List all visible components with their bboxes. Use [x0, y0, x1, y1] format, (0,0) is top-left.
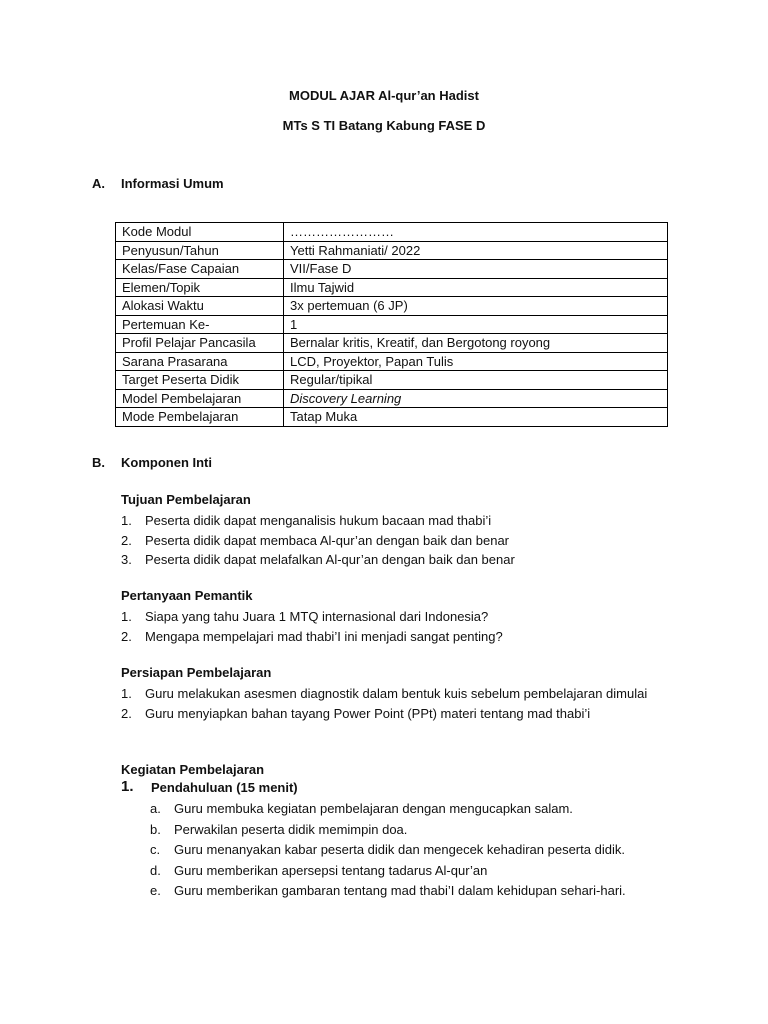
list-item-number: 2. [121, 532, 132, 548]
section-a-title: Informasi Umum [121, 176, 224, 191]
kegiatan-step-number: 1. [121, 778, 134, 795]
info-key: Pertemuan Ke- [116, 315, 284, 334]
list-item [150, 840, 690, 861]
list-item [121, 627, 661, 647]
info-row [116, 278, 668, 297]
kegiatan-heading: Kegiatan Pembelajaran [121, 762, 265, 777]
section-b-number: B. [92, 455, 105, 470]
list-item-text: Guru melakukan asesmen diagnostik dalam bentuk kuis sebelum pembelajaran dimulai [145, 686, 648, 701]
list-item-text: Peserta didik dapat membaca Al-qur’an dengan baik dan benar [145, 532, 509, 548]
info-value: LCD, Proyektor, Papan Tulis [284, 352, 668, 371]
list-item [150, 820, 690, 841]
list-item-number: a. [150, 801, 161, 816]
list-item-text: Guru memberikan gambaran tentang mad thabi’I dalam kehidupan sehari-hari. [174, 883, 626, 898]
document-title: MODUL AJAR Al-qur’an Hadist [289, 88, 479, 103]
info-row [116, 371, 668, 390]
info-key: Kelas/Fase Capaian [116, 260, 284, 279]
list-item-text: Guru menanyakan kabar peserta didik dan mengecek kehadiran peserta didik. [174, 842, 625, 857]
info-row [116, 352, 668, 371]
info-value: VII/Fase D [284, 260, 668, 279]
persiapan-list [121, 684, 661, 723]
list-item-number: 1. [121, 513, 132, 528]
pertanyaan-heading: Pertanyaan Pemantik [121, 588, 253, 603]
info-value: 3x pertemuan (6 JP) [284, 297, 668, 316]
info-value: …………………… [284, 223, 668, 242]
list-item [121, 511, 661, 531]
section-b-title: Komponen Inti [121, 455, 212, 470]
section-a-number: A. [92, 176, 105, 191]
info-row [116, 241, 668, 260]
list-item [121, 531, 661, 551]
info-row [116, 408, 668, 427]
info-value: Tatap Muka [284, 408, 668, 427]
info-key: Target Peserta Didik [116, 371, 284, 390]
info-row [116, 315, 668, 334]
list-item [150, 799, 690, 820]
list-item-text: Perwakilan peserta didik memimpin doa. [174, 821, 408, 837]
list-item-number: 2. [121, 628, 132, 644]
info-row [116, 334, 668, 353]
list-item-number: 1. [121, 609, 132, 624]
list-item-number: 3. [121, 552, 132, 567]
list-item [121, 607, 661, 627]
info-key: Elemen/Topik [116, 278, 284, 297]
info-key: Penyusun/Tahun [116, 241, 284, 260]
tujuan-list [121, 511, 661, 570]
list-item [121, 684, 661, 704]
info-value: Yetti Rahmaniati/ 2022 [284, 241, 668, 260]
list-item-number: 1. [121, 686, 132, 701]
info-row [116, 260, 668, 279]
info-key: Kode Modul [116, 223, 284, 242]
list-item [150, 861, 690, 882]
pendahuluan-list [150, 799, 690, 902]
list-item-number: 2. [121, 705, 132, 721]
info-value: 1 [284, 315, 668, 334]
info-key: Profil Pelajar Pancasila [116, 334, 284, 353]
list-item-number: d. [150, 862, 161, 878]
info-value: Ilmu Tajwid [284, 278, 668, 297]
info-key: Sarana Prasarana [116, 352, 284, 371]
list-item-text: Guru memberikan apersepsi tentang tadarus Al-qur’an [174, 862, 488, 878]
list-item-text: Peserta didik dapat menganalisis hukum bacaan mad thabi’i [145, 513, 492, 528]
info-row [116, 297, 668, 316]
list-item-text: Guru menyiapkan bahan tayang Power Point (PPt) materi tentang mad thabi’i [145, 705, 591, 721]
persiapan-heading: Persiapan Pembelajaran [121, 665, 272, 680]
info-row [116, 223, 668, 242]
tujuan-heading: Tujuan Pembelajaran [121, 492, 251, 507]
list-item [121, 550, 661, 570]
list-item-text: Siapa yang tahu Juara 1 MTQ internasional dari Indonesia? [145, 609, 489, 624]
info-value: Regular/tipikal [284, 371, 668, 390]
info-key: Alokasi Waktu [116, 297, 284, 316]
info-table [115, 222, 668, 427]
kegiatan-step-title: Pendahuluan (15 menit) [151, 780, 298, 795]
info-value: Discovery Learning [284, 389, 668, 408]
info-value: Bernalar kritis, Kreatif, dan Bergotong royong [284, 334, 668, 353]
document-subtitle: MTs S TI Batang Kabung FASE D [282, 118, 486, 133]
info-row [116, 389, 668, 408]
list-item-number: b. [150, 821, 161, 837]
list-item-number: c. [150, 842, 161, 857]
pertanyaan-list [121, 607, 661, 646]
list-item-text: Mengapa mempelajari mad thabi’I ini menjadi sangat penting? [145, 628, 503, 644]
list-item [121, 704, 661, 724]
list-item [150, 881, 690, 902]
info-key: Model Pembelajaran [116, 389, 284, 408]
info-key: Mode Pembelajaran [116, 408, 284, 427]
list-item-text: Guru membuka kegiatan pembelajaran dengan mengucapkan salam. [174, 801, 573, 816]
list-item-text: Peserta didik dapat melafalkan Al-qur’an dengan baik dan benar [145, 552, 515, 567]
list-item-number: e. [150, 883, 161, 898]
